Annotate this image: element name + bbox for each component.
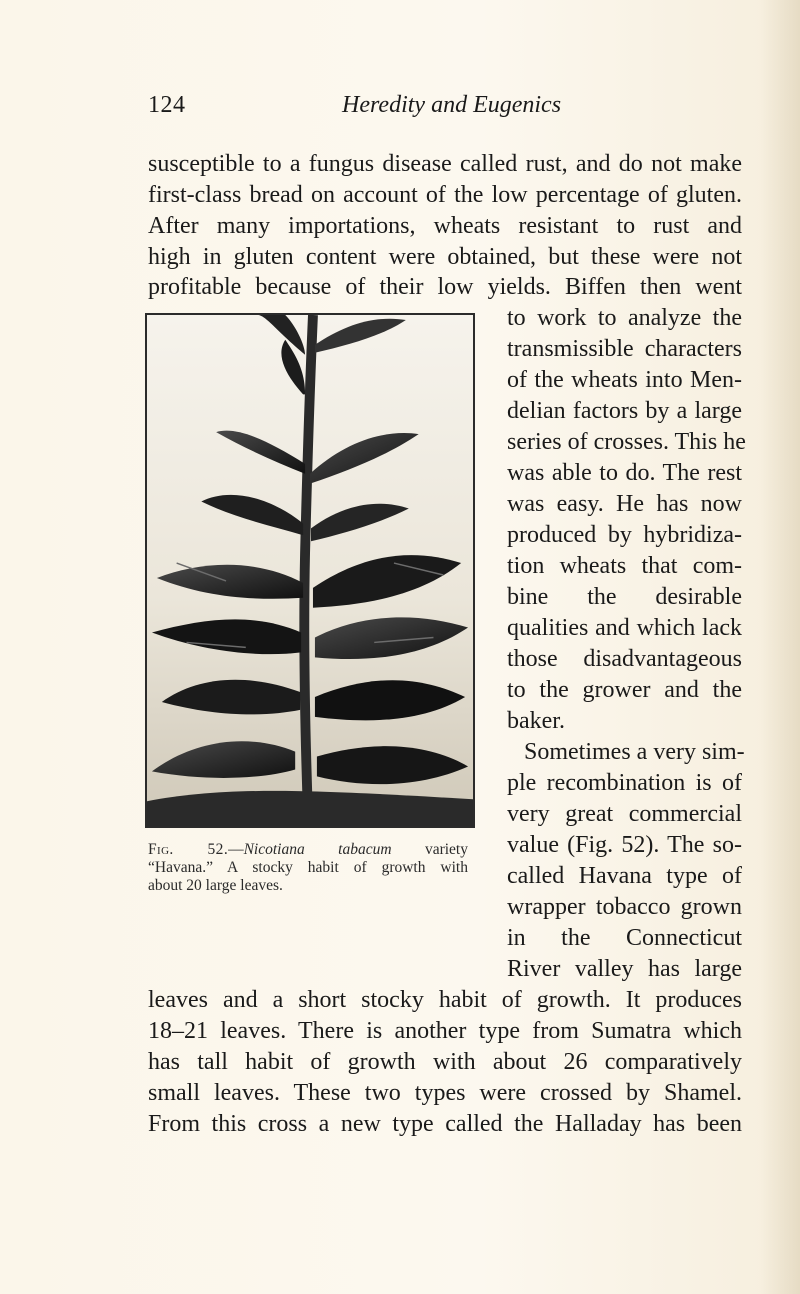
- body-line: of the wheats into Men-: [507, 367, 742, 393]
- body-line: qualities and which lack: [507, 615, 742, 641]
- body-line: called Havana type of: [507, 863, 742, 889]
- body-line: small leaves. These two types were crossed by Shamel.: [148, 1080, 742, 1106]
- body-line: in the Connecticut: [507, 925, 742, 951]
- body-line: series of crosses. This he: [507, 429, 746, 455]
- tobacco-plant-illustration: [147, 315, 473, 826]
- running-head: Heredity and Eugenics: [342, 92, 562, 118]
- body-line: high in gluten content were obtained, but these were not: [148, 244, 742, 270]
- body-line: value (Fig. 52). The so-: [507, 832, 742, 858]
- body-line: those disadvantageous: [507, 646, 742, 672]
- caption-text: variety: [424, 841, 468, 858]
- body-line: baker.: [507, 708, 565, 734]
- body-line: has tall habit of growth with about 26 comparatively: [148, 1049, 742, 1075]
- body-line: very great commercial: [507, 801, 742, 827]
- page-number: 124: [148, 92, 186, 118]
- tobacco-plant-photo: [145, 313, 475, 828]
- page-header: [148, 92, 742, 128]
- body-line: Sometimes a very sim-: [524, 739, 745, 765]
- body-line: After many importations, wheats resistant to rust and: [148, 213, 742, 239]
- figure-label: Fig. 52.: [148, 841, 229, 858]
- body-line: bine the desirable: [507, 584, 742, 610]
- body-line: was able to do. The rest: [507, 460, 742, 486]
- body-line: wrapper tobacco grown: [507, 894, 742, 920]
- species-name: Nicotiana tabacum: [243, 841, 392, 858]
- body-line: leaves and a short stocky habit of growth. It produces: [148, 987, 742, 1013]
- body-line: produced by hybridiza-: [507, 522, 742, 548]
- page-edge-shadow: [760, 0, 800, 1294]
- body-line: was easy. He has now: [507, 491, 742, 517]
- body-line: first-class bread on account of the low percentage of gluten.: [148, 182, 742, 208]
- body-line: to work to analyze the: [507, 305, 742, 331]
- body-line: ple recombination is of: [507, 770, 742, 796]
- body-line: From this cross a new type called the Halladay has been: [148, 1111, 742, 1137]
- caption-line: Fig. 52.—Nicotiana tabacum variety: [148, 841, 468, 858]
- body-line: 18–21 leaves. There is another type from Sumatra which: [148, 1018, 742, 1044]
- caption-line: “Havana.” A stocky habit of growth with: [148, 859, 468, 876]
- figure-caption: [148, 841, 468, 895]
- body-line: susceptible to a fungus disease called rust, and do not make: [148, 151, 742, 177]
- caption-line: about 20 large leaves.: [148, 877, 283, 894]
- body-line: River valley has large: [507, 956, 742, 982]
- body-line: tion wheats that com-: [507, 553, 742, 579]
- body-line: transmissible characters: [507, 336, 742, 362]
- body-line: to the grower and the: [507, 677, 742, 703]
- body-line: profitable because of their low yields. Biffen then went: [148, 274, 742, 300]
- body-line: delian factors by a large: [507, 398, 742, 424]
